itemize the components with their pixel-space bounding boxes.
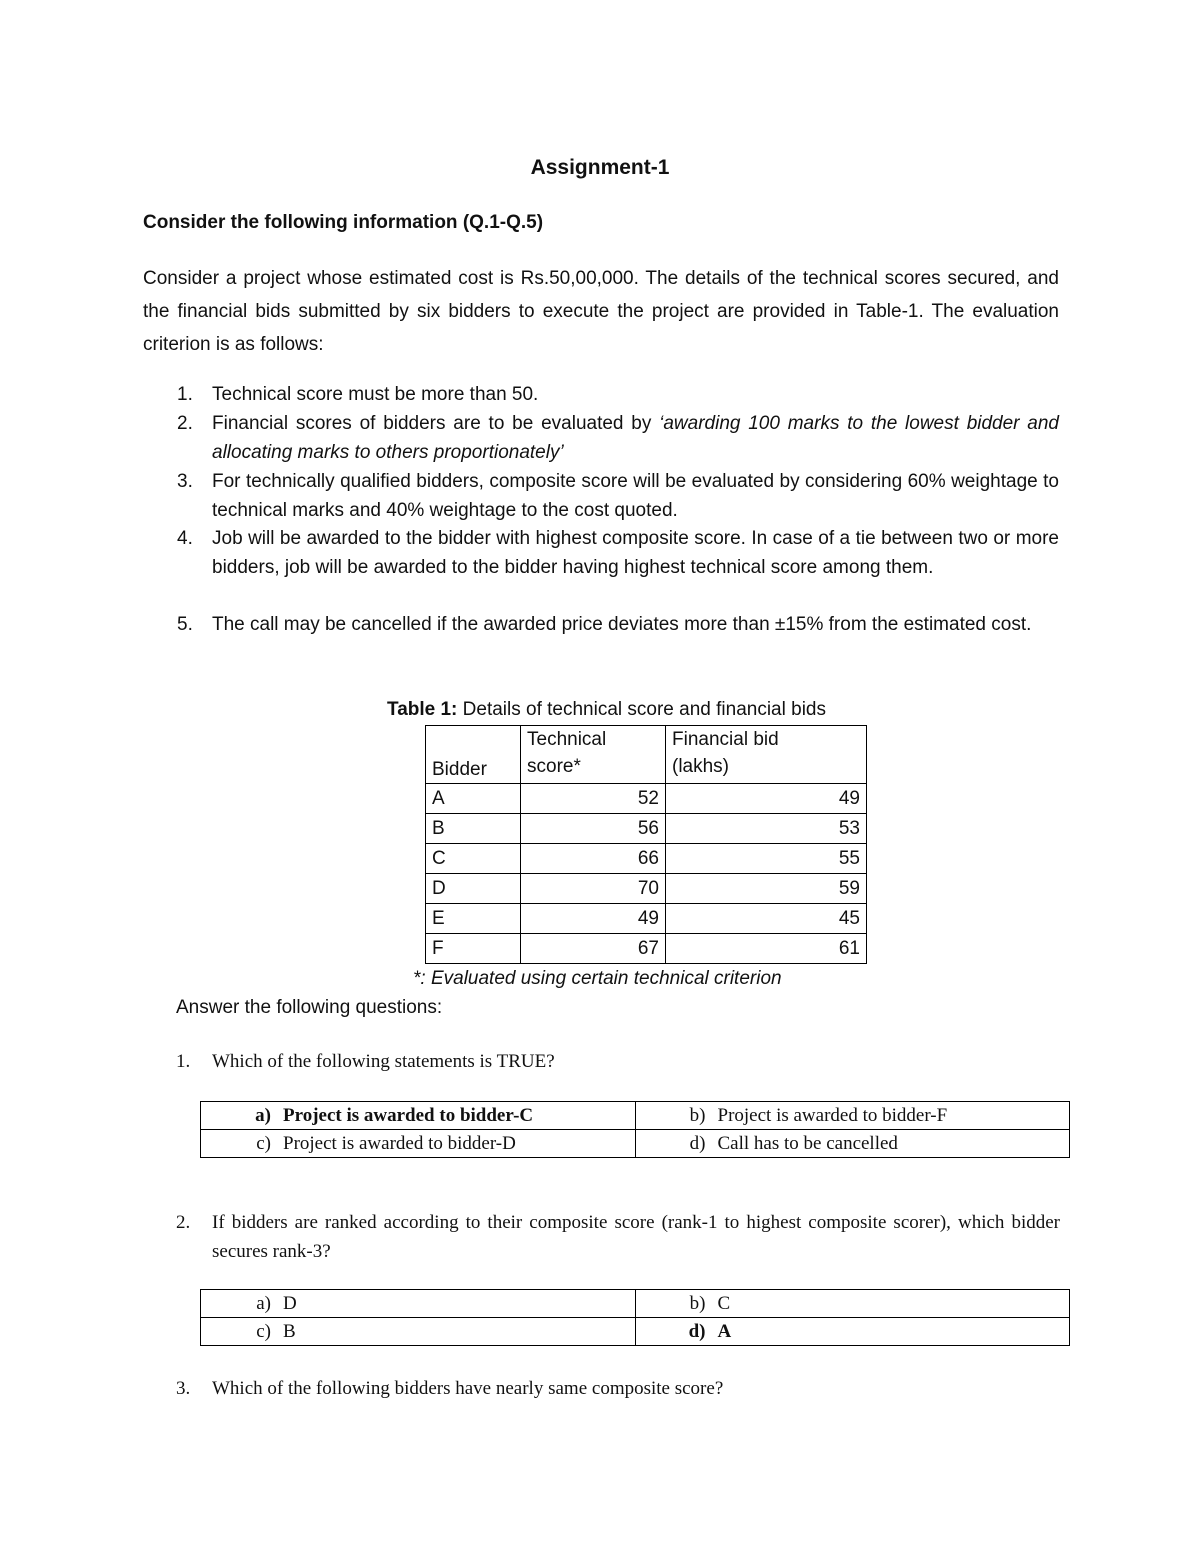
header-technical-score [521,726,666,784]
cell-financial-bid: 53 [666,814,867,844]
cell-financial-bid: 61 [666,934,867,964]
question-text: Which of the following bidders have nearly same composite score? [212,1378,724,1399]
question-number: 3. [176,1378,191,1399]
option-label: d) [688,1321,706,1342]
cell-technical-score: 56 [521,814,666,844]
criterion-text-italic: ‘awarding 100 marks to the lowest bidder and allocating marks to others proportionately’ [212,413,1059,463]
table-caption-label: Table 1: [387,699,458,720]
cell-bidder: C [426,844,521,874]
option-a[interactable] [201,1290,636,1318]
cell-technical-score: 67 [521,934,666,964]
question-text: Which of the following statements is TRUE? [212,1051,555,1072]
option-text: D [283,1293,297,1314]
criterion-number: 4. [177,528,193,549]
table-row [426,904,867,934]
cell-technical-score: 52 [521,784,666,814]
option-text: C [717,1293,731,1314]
options-row [201,1290,1070,1318]
header-bidder: Bidder [426,726,521,784]
option-d[interactable] [635,1130,1070,1158]
cell-financial-bid: 49 [666,784,867,814]
option-a[interactable] [201,1102,636,1130]
cell-technical-score: 49 [521,904,666,934]
option-label: a) [256,1293,271,1314]
cell-technical-score: 70 [521,874,666,904]
table-row [426,784,867,814]
cell-bidder: E [426,904,521,934]
criterion-text: For technically qualified bidders, composite score will be evaluated by considering 60% weightage to technical marks and 40% weightage to the cost quoted. [212,471,1059,521]
option-b[interactable] [635,1290,1070,1318]
answer-heading: Answer the following questions: [176,997,443,1018]
intro-heading: Consider the following information (Q.1-Q.5) [143,212,544,233]
header-financial-line2: (lakhs) [672,756,730,777]
option-label: b) [689,1105,706,1126]
table-row [426,874,867,904]
cell-financial-bid: 55 [666,844,867,874]
bids-table [425,725,867,964]
table-footnote: *: Evaluated using certain technical criterion [413,968,782,989]
option-text: A [717,1321,732,1342]
option-text: Project is awarded to bidder-D [283,1133,516,1154]
table-row [426,814,867,844]
options-row [201,1130,1070,1158]
option-label: b) [689,1293,706,1314]
cell-technical-score: 66 [521,844,666,874]
criterion-number: 5. [177,614,193,635]
option-text: Call has to be cancelled [717,1133,898,1154]
intro-paragraph: Consider a project whose estimated cost is Rs.50,00,000. The details of the technical scores secured, and the financial bids submitted by six bidders to execute the project are provided in Table-1. The evaluation criterion is as follows: [143,268,1059,355]
cell-bidder: B [426,814,521,844]
page-title: Assignment-1 [530,156,670,179]
question-text: If bidders are ranked according to their composite score (rank-1 to highest composite scorer), which bidder secures rank-3? [212,1212,1060,1262]
cell-bidder: D [426,874,521,904]
criterion-text [212,409,1059,467]
criterion-text: The call may be cancelled if the awarded price deviates more than ±15% from the estimated cost. [212,614,1032,635]
header-financial-line1: Financial bid [672,729,779,750]
option-text: B [283,1321,296,1342]
header-technical-line2: score* [527,756,581,777]
option-text: Project is awarded to bidder-F [717,1105,948,1126]
header-financial-bid [666,726,867,784]
question-1-options [200,1101,1070,1158]
option-label: c) [256,1133,271,1154]
cell-financial-bid: 45 [666,904,867,934]
options-row [201,1318,1070,1346]
cell-bidder: F [426,934,521,964]
table-caption [387,699,826,721]
cell-bidder: A [426,784,521,814]
option-d[interactable] [635,1318,1070,1346]
question-number: 1. [176,1051,191,1072]
option-label: c) [256,1321,271,1342]
option-text: Project is awarded to bidder-C [283,1105,534,1126]
option-c[interactable] [201,1318,636,1346]
criterion-number: 1. [177,384,193,405]
table-row [426,844,867,874]
cell-financial-bid: 59 [666,874,867,904]
criterion-number: 2. [177,413,193,434]
question-2-options [200,1289,1070,1346]
option-c[interactable] [201,1130,636,1158]
question-number: 2. [176,1212,191,1233]
option-label: a) [255,1105,271,1126]
criterion-number: 3. [177,471,193,492]
table-header-row [426,726,867,784]
table-caption-text: Details of technical score and financial bids [457,699,826,720]
criterion-text-plain: Financial scores of bidders are to be evaluated by [212,413,660,434]
criterion-text: Job will be awarded to the bidder with highest composite score. In case of a tie between two or more bidders, job will be awarded to the bidder having highest technical score among them. [212,528,1059,578]
criterion-text: Technical score must be more than 50. [212,384,539,405]
option-label: d) [689,1133,706,1154]
header-technical-line1: Technical [527,729,607,750]
options-row [201,1102,1070,1130]
table-row [426,934,867,964]
option-b[interactable] [635,1102,1070,1130]
